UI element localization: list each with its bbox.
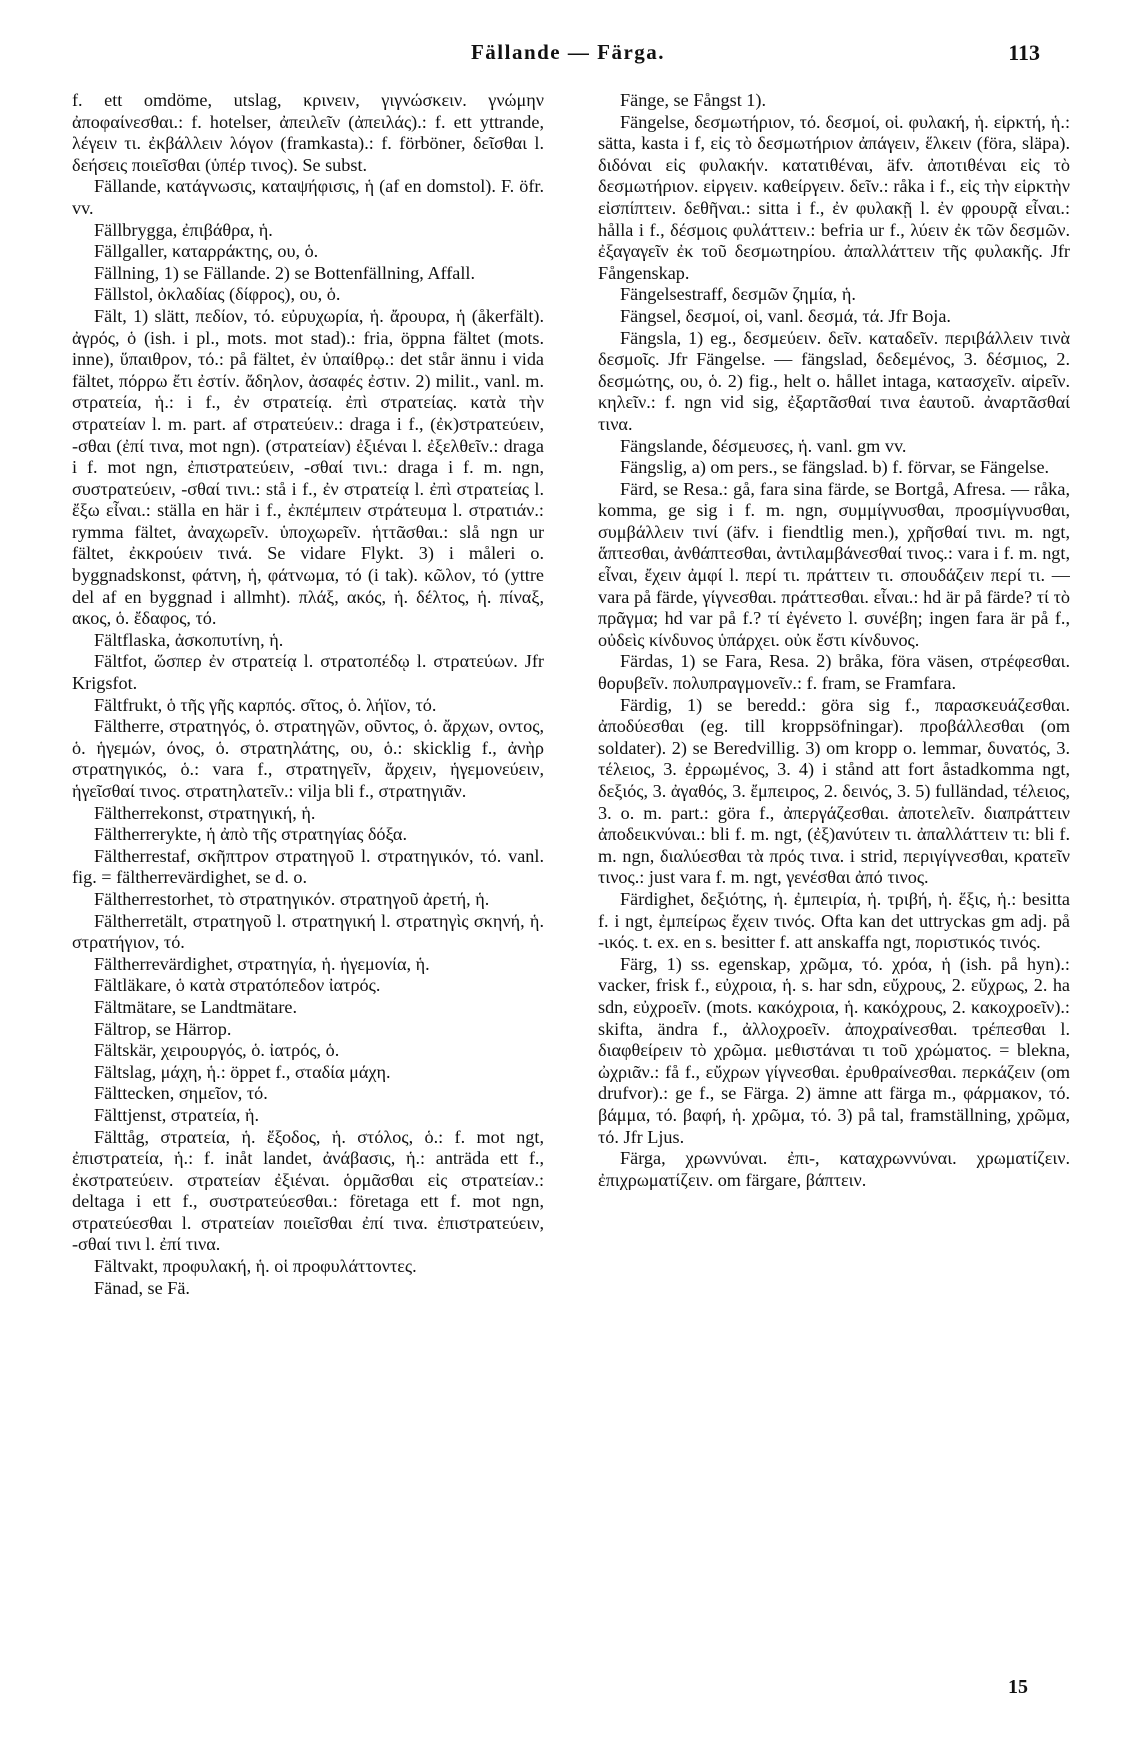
dictionary-entry: Färdig, 1) se beredd.: göra sig f., παρασκευάζεσθαι. ἀποδύεσθαι (eg. till kroppsöfningar). προβάλλεσθαι (om soldater). 2) se Beredvillig. 3) om kropp o. lemmar, δυνατός, 3. τέλειος, 3. ἐρρωμένος, 3. 4) i stånd att fort åstadkomma ngt, δεξιός, 3. ἀγαθός, 3. ἔμπειρος, 2. δεινός, 3. 5) fulländad, τέλειος, 3. o. m. part.: göra f., ἀπεργάζεσθαι. ἀποτελεῖν. διαπράττειν ἀποδεικνύναι.: bli f. m. ngt, (ἐξ)ανύτειν τι. ἀπαλλάττειν τι: bli f. m. ngn, διαλύεσθαι τὰ πρός τινα. i strid, περιγίγνεσθαι, κρατεῖν τινος.: just vara f. m. ngt, γενέσθαι ἀπό τινος. xyxy=(598,694,1070,888)
sheet-signature: 15 xyxy=(1008,1676,1028,1698)
dictionary-entry: Fälttjenst, στρατεία, ἡ. xyxy=(94,1104,260,1125)
dictionary-entry: Fällgaller, καταρράκτης, ου, ὁ. xyxy=(94,241,319,262)
dictionary-entry: Fält, 1) slätt, πεδίον, τό. εὐρυχωρία, ἡ. ἄρουρα, ἡ (åkerfält). ἀγρός, ὁ (ish. i pl., mots. mot stad).: fria, öppna fältet (mots. inne), ὕπαιθρον, τό.: på fältet, ἐν ὑπαίθρῳ.: det står ännu i vida fältet, πόρρω ἔτι ἐστίν. ἄδηλον, ἀσαφές ἐστιν. 2) milit., vanl. m. στρατεία, ἡ.: i f., ἐν στρατείᾳ. ἐπὶ στρατείας. κατὰ τὴν στρατείαν l. m. part. af στρατεύειν.: draga i f., (ἐκ)στρατεύειν, -σθαι (ἐπί τινα, mot ngn). (στρατείαν) ἐξιέναι l. ἐξελθεῖν.: draga i f. mot ngn, ἐπιστρατεύειν, -σθαί τινι.: draga i f. m. ngn, συστρατεύειν, -σθαί τινι.: stå i f., ἐν στρατείᾳ l. ἐπὶ στρατείας l. ἔξω εἶναι.: ställa en här i f., ἐκπέμπειν στράτευμα l. στρατιάν.: rymma fältet, ἀναχωρεῖν. ὑποχωρεῖν. ἡττᾶσθαι.: slå ngn ur fältet, ἐκκρούειν τινά. Se vidare Flykt. 3) i måleri o. byggnadskonst, φάτνη, ἡ, φάτνωμα, τό (i tak). κῶλον, τό (yttre del af en byggnad i allmht). πλάξ, ακός, ἡ. δέλτος, ἡ. πίναξ, ακος, ὁ. ἔδαφος, τό. xyxy=(72,305,544,629)
dictionary-entry: Fältherrestaf, σκῆπτρον στρατηγοῦ l. στρατηγικόν, τό. vanl. fig. = fältherrevärdighet, se d. o. xyxy=(72,845,544,888)
dictionary-entry: Fängsla, 1) eg., δεσμεύειν. δεῖν. καταδεῖν. περιβάλλειν τινὰ δεσμοῖς. Jfr Fängelse. — fängslad, δεδεμένος, 3. δέσμιος, 2. δεσμώτης, ου, ὁ. 2) fig., helt o. hållet intaga, κατασχεῖν. αἱρεῖν. κηλεῖν.: f. ngn vid sig, ἐξαρτᾶσθαί τινα ἑαυτοῦ. ἀναρτᾶσθαί τινα. xyxy=(598,327,1070,434)
dictionary-entry: Fängslig, a) om pers., se fängslad. b) f. förvar, se Fängelse. xyxy=(620,457,1050,478)
dictionary-entry: Fältfrukt, ὁ τῆς γῆς καρπός. σῖτος, ὁ. λήϊον, τό. xyxy=(94,694,437,715)
dictionary-entry: Fälttecken, σημεῖον, τό. xyxy=(94,1083,268,1104)
dictionary-entry: Fältflaska, ἀσκοπυτίνη, ἡ. xyxy=(94,629,284,650)
dictionary-entry: Fänge, se Fångst 1). xyxy=(620,90,766,110)
right-column xyxy=(598,90,1070,1650)
dictionary-entry: Fältfot, ὥσπερ ἐν στρατείᾳ l. στρατοπέδῳ l. στρατεύων. Jfr Krigsfot. xyxy=(72,651,544,694)
dictionary-entry: f. ett omdöme, utslag, κρινειν, γιγνώσκειν. γνώμην ἀποφαίνεσθαι.: f. hotelser, ἀπειλεῖν (ἀπειλάς).: f. ett yttrande, λέγειν τι. ἐκβάλλειν λόγον (framkasta).: f. förböner, δεῖσθαι l. δεήσεις ποιεῖσθαι (ὑπέρ τινος). Se subst. xyxy=(72,90,544,175)
dictionary-entry: Fälttåg, στρατεία, ἡ. ἔξοδος, ἡ. στόλος, ὁ.: f. mot ngt, ἐπιστρατεία, ἡ.: f. inåt landet, ἀνάβασις, ἡ.: anträda ett f., ἐκστρατεύειν. στρατείαν ἐξιέναι. ὁρμᾶσθαι εἰς στρατείαν.: deltaga i ett f., συστρατεύεσθαι.: företaga ett f. mot ngn, στρατεύεσθαι l. στρατείαν ποιεῖσθαι ἐπί τινα. ἐπιστρατεύειν, -σθαί τινι l. ἐπί τινα. xyxy=(72,1126,544,1255)
left-column xyxy=(72,90,544,1650)
dictionary-entry: Fängsel, δεσμοί, οἱ, vanl. δεσμά, τά. Jfr Boja. xyxy=(620,305,951,326)
dictionary-entry: Fältherre, στρατηγός, ὁ. στρατηγῶν, οῦντος, ὁ. ἄρχων, οντος, ὁ. ἡγεμών, όνος, ὁ. στρατηλάτης, ου, ὁ.: skicklig f., ἀνὴρ στρατηγικός, ὁ.: vara f., στρατηγεῖν, ἄρχειν, ἡγεμονεύειν, ἡγεῖσθαί τινος. στρατηλατεῖν.: vilja bli f., στρατηγιᾶν. xyxy=(72,716,544,801)
dictionary-entry: Färg, 1) ss. egenskap, χρῶμα, τό. χρόα, ἡ (ish. på hyn).: vacker, frisk f., εὐχροια, ἡ. s. har sdn, εὔχρους, 2. εὔχρως, 2. ha sdn, εὐχροεῖν. (mots. κακόχροια, ἡ. κακόχρους, 2. κακοχροεῖν).: skifta, ändra f., ἀλλοχροεῖν. ἀποχραίνεσθαι. τρέπεσθαι l. διαφθείρειν τὸ χρῶμα. μεθιστάναι τι τοῦ χρώματος. = blekna, ὠχριᾶν.: få f., εὔχρων γίγνεσθαι. ἐρυθραίνεσθαι. περκάζειν (om drufvor).: ge f., se Färga. 2) ämne att färga m., φάρμακον, τό. βάμμα, τό. βαφή, ἡ. χρῶμα, τό. 3) på tal, framställning, χρῶμα, τό. Jfr Ljus. xyxy=(598,953,1070,1147)
dictionary-entry: Fältvakt, προφυλακή, ἡ. οἱ προφυλάττοντες. xyxy=(94,1256,417,1277)
page-footer xyxy=(0,1676,1136,1706)
dictionary-entry: Fällbrygga, ἐπιβάθρα, ἡ. xyxy=(94,219,273,240)
dictionary-entry: Fältherrerykte, ἡ ἀπὸ τῆς στρατηγίας δόξα. xyxy=(94,824,408,845)
dictionary-entry: Fältmätare, se Landtmätare. xyxy=(94,996,298,1017)
running-head xyxy=(0,40,1136,74)
dictionary-entry: Färga, χρωννύναι. ἐπι-, καταχρωννύναι. χρωματίζειν. ἐπιχρωματίζειν. om färgare, βάπτειν. xyxy=(598,1148,1070,1190)
page-title: Fällande — Färga. xyxy=(470,40,666,64)
dictionary-entry: Fältläkare, ὁ κατὰ στρατόπεδον ἰατρός. xyxy=(94,975,381,996)
dictionary-entry: Färd, se Resa.: gå, fara sina färde, se Bortgå, Afresa. — råka, komma, ge sig i f. m. ngn, συμμίγνυσθαι, προσμίγνυσθαι, συμβάλλειν τινί (äfv. i fiendtlig men.), χρῆσθαί τινι. m. ngt, ἅπτεσθαι, ἀνθάπτεσθαι, ἀντιλαμβάνεσθαί τινος.: vara i f. m. ngt, εἶναι, ἔχειν ἀμφί l. περί τι. πράττειν τι. σπουδάζειν περί τι. — vara på färde, γίγνεσθαι. πράττεσθαι. εἶναι.: hd är på färde? τί τὸ πρᾶγμα; hd var på f.? τί ἐγένετο l. συνέβη; ingen fara är på f., οὐδεὶς κίνδυνος ὑπάρχει. οὐκ ἔστι κίνδυνος. xyxy=(598,478,1070,650)
dictionary-entry: Färdas, 1) se Fara, Resa. 2) bråka, föra väsen, στρέφεσθαι. θορυβεῖν. πολυπραγμονεῖν.: f. fram, se Framfara. xyxy=(598,651,1070,694)
dictionary-entry: Fältherrevärdighet, στρατηγία, ἡ. ἡγεμονία, ἡ. xyxy=(94,953,430,974)
dictionary-entry: Fängelsestraff, δεσμῶν ζημία, ἡ. xyxy=(620,284,856,305)
dictionary-entry: Fänad, se Fä. xyxy=(94,1277,190,1298)
dictionary-entry: Fängelse, δεσμωτήριον, τό. δεσμοί, οἱ. φυλακή, ἡ. εἱρκτή, ἡ.: sätta, kasta i f, εἰς τὸ δεσμωτήριον ἀπάγειν, ἕλκειν (föra, släpa). διδόναι εἰς φυλακήν. κατατιθέναι, äfv. ἀποτιθέναι εἰς τὸ δεσμωτήριον. εἱργειν. καθείργειν. δεῖν.: råka i f., εἰς τὴν εἱρκτὴν εἰσπίπτειν. δεθῆναι.: sitta i f., ἐν φυλακῇ l. ἐν φρουρᾷ εἶναι.: hålla i f., δέσμοις φυλάττειν.: befria ur f., λύειν ἐκ τῶν δεσμῶν. ἐξαγαγεῖν ἐκ τοῦ δεσμωτηρίου. ἀπαλλάττειν τῆς φυλακῆς. Jfr Fångenskap. xyxy=(598,111,1070,283)
dictionary-entry: Fältherrekonst, στρατηγική, ἡ. xyxy=(94,802,316,823)
dictionary-entry: Färdighet, δεξιότης, ἡ. ἐμπειρία, ἡ. τριβή, ἡ. ἕξις, ἡ.: besitta f. i ngt, ἐμπείρως ἔχειν τινός. Ofta kan det uttryckas gm adj. på -ικός. t. ex. en s. besitter f. att anskaffa ngt, ποριστικός τινός. xyxy=(598,888,1070,953)
page-number: 113 xyxy=(1008,40,1040,65)
dictionary-entry: Fältslag, μάχη, ἡ.: öppet f., σταδία μάχη. xyxy=(94,1061,391,1082)
dictionary-entry: Fältrop, se Härrop. xyxy=(94,1018,232,1039)
dictionary-entry: Fältherrestorhet, τὸ στρατηγικόν. στρατηγοῦ ἀρετή, ἡ. xyxy=(94,888,490,909)
dictionary-entry: Fältskär, χειρουργός, ὁ. ἰατρός, ὁ. xyxy=(94,1040,340,1061)
dictionary-entry: Fällande, κατάγνωσις, καταψήφισις, ἡ (af en domstol). F. öfr. vv. xyxy=(72,176,544,218)
dictionary-entry: Fällstol, ὀκλαδίας (δίφρος), ου, ὁ. xyxy=(94,284,341,305)
dictionary-entry: Fältherretält, στρατηγοῦ l. στρατηγική l. στρατηγὶς σκηνή, ἡ. στρατήγιον, τό. xyxy=(72,910,544,953)
dictionary-entry: Fängslande, δέσμευσες, ἡ. vanl. gm vv. xyxy=(620,435,907,456)
dictionary-entry: Fällning, 1) se Fällande. 2) se Bottenfällning, Affall. xyxy=(94,262,476,283)
